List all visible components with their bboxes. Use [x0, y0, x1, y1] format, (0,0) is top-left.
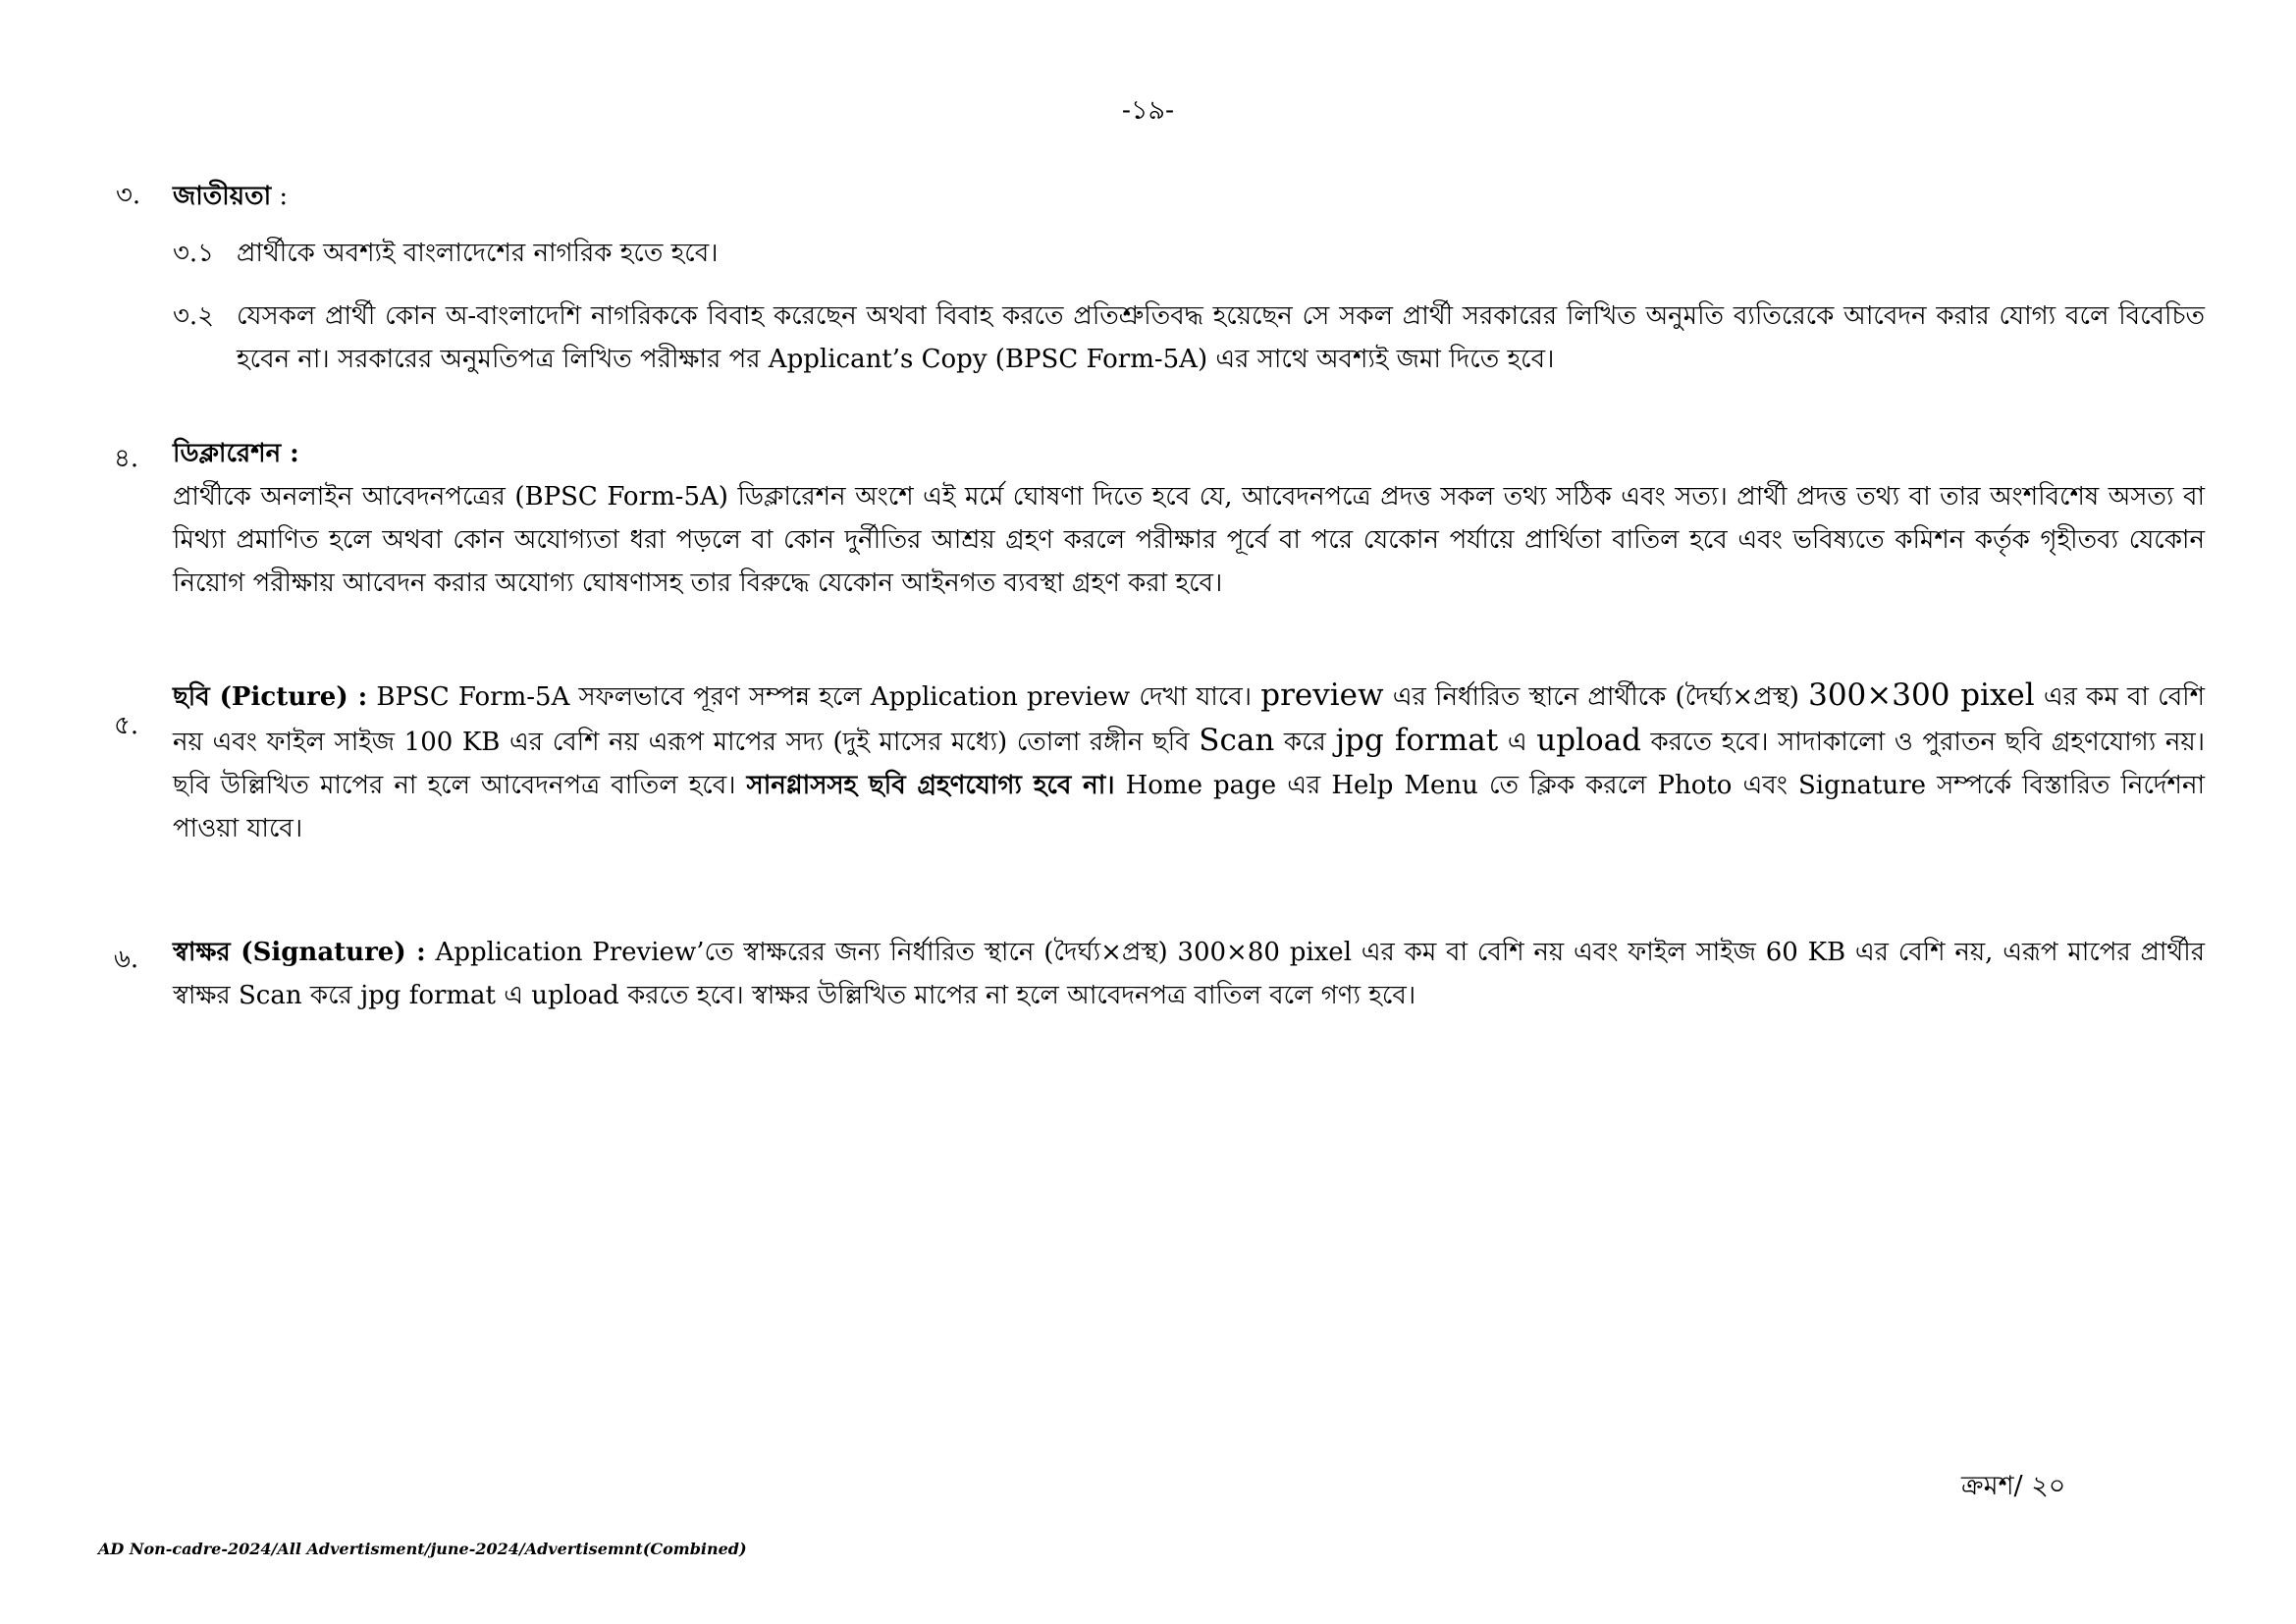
- continued-note: ক্রমশ/ ২০: [1961, 1471, 2066, 1501]
- section-3-title-suffix: :: [271, 182, 289, 211]
- section-6-text-1: Application Preview’তে স্বাক্ষরের জন্য নির্ধারিত স্থানে (দৈর্ঘ্য×প্রস্থ) 300×80 pixel এর কম বা বেশি নয় এবং ফাইল সাইজ 60 KB এর বেশি নয়, এরূপ মাপের প্রার্থীর স্বাক্ষর Scan করে jpg format এ upload করতে হবে। স্বাক্ষর উল্লিখিত মাপের না হলে আবেদনপত্র বাতিল বলে গণ্য হবে।: [173, 938, 2205, 1010]
- section-3-1-number: ৩.১: [173, 239, 215, 268]
- section-3-1-text: প্রার্থীকে অবশ্যই বাংলাদেশের নাগরিক হতে হবে।: [237, 239, 719, 268]
- section-5-text-upload: upload: [1536, 723, 1641, 758]
- section-4-title: ডিক্লারেশন :: [173, 439, 299, 468]
- section-3-number: ৩.: [116, 181, 141, 210]
- section-5-text-bold: সানগ্লাসসহ ছবি গ্রহণযোগ্য হবে না।: [746, 771, 1115, 800]
- section-3-2: [173, 295, 2205, 381]
- section-5-text-preview: preview: [1260, 677, 1384, 713]
- section-5-text-5: এ: [1498, 728, 1537, 757]
- section-5-text-2: এর নির্ধারিত স্থানে প্রার্থীকে (দৈর্ঘ্য×প্রস্থ): [1383, 682, 1809, 712]
- section-5-text-size: 300×300 pixel: [1808, 677, 2035, 713]
- section-3-1: [173, 232, 2205, 275]
- section-5-text-1: BPSC Form-5A সফলভাবে পূরণ সম্পন্ন হলে Application preview দেখা যাবে।: [367, 682, 1261, 712]
- section-5-number: ৫.: [114, 711, 139, 740]
- section-3-2-text: যেসকল প্রার্থী কোন অ-বাংলাদেশি নাগরিককে বিবাহ করেছেন অথবা বিবাহ করতে প্রতিশ্রুতিবদ্ধ হয়েছেন সে সকল প্রার্থী সরকারের লিখিত অনুমতি ব্যতিরেকে আবেদন করার যোগ্য বলে বিবেচিত হবেন না। সরকারের অনুমতিপত্র লিখিত পরীক্ষার পর Applicant’s Copy (BPSC Form-5A) এর সাথে অবশ্যই জমা দিতে হবে।: [237, 301, 2205, 374]
- page-number: -১৯-: [1121, 95, 1175, 126]
- section-5-body: [173, 674, 2205, 850]
- section-5-text-3: এর কম বা বেশি নয় এবং ফাইল সাইজ 100 KB এর বেশি নয় এরূপ মাপের সদ্য (দুই মাসের মধ্যে) তোলা রঙ্গীন ছবি: [173, 682, 2205, 757]
- section-6-body: [173, 931, 2205, 1017]
- section-5-title: ছবি (Picture) :: [173, 682, 368, 712]
- footer-path: AD Non-cadre-2024/All Advertisment/june-2024/Advertisemnt(Combined): [98, 1540, 747, 1558]
- section-4-body: প্রার্থীকে অনলাইন আবেদনপত্রের (BPSC Form-5A) ডিক্লারেশন অংশে এই মর্মে ঘোষণা দিতে হবে যে, আবেদনপত্রে প্রদত্ত সকল তথ্য সঠিক এবং সত্য। প্রার্থী প্রদত্ত তথ্য বা তার অংশবিশেষ অসত্য বা মিথ্যা প্রমাণিত হলে অথবা কোন অযোগ্যতা ধরা পড়লে বা কোন দুর্নীতির আশ্রয় গ্রহণ করলে পরীক্ষার পূর্বে বা পরে যেকোন পর্যায়ে প্রার্থিতা বাতিল হবে এবং ভবিষ্যতে কমিশন কর্তৃক গৃহীতব্য যেকোন নিয়োগ পরীক্ষায় আবেদন করার অযোগ্য ঘোষণাসহ তার বিরুদ্ধে যেকোন আইনগত ব্যবস্থা গ্রহণ করা হবে।: [173, 482, 2205, 598]
- section-5-text-jpg: jpg format: [1335, 723, 1499, 758]
- section-4-heading: [173, 432, 2205, 475]
- section-5-text-scan: Scan: [1199, 723, 1275, 758]
- section-3-title: জাতীয়তা: [173, 182, 272, 211]
- section-5-text-6: করতে হবে। সাদাকালো ও পুরাতন ছবি গ্রহণযোগ্য নয়। ছবি উল্লিখিত মাপের না হলে আবেদনপত্র বাতিল হবে।: [173, 728, 2205, 800]
- section-5-text-4: করে: [1274, 728, 1336, 757]
- section-3-2-number: ৩.২: [173, 301, 215, 331]
- section-6-title: স্বাক্ষর (Signature) :: [173, 938, 426, 967]
- section-6-number: ৬.: [114, 945, 139, 974]
- section-4-number: ৪.: [114, 444, 139, 473]
- section-3-heading: [173, 175, 2205, 218]
- section-5-text-7: Home page এর Help Menu তে ক্লিক করলে Photo এবং Signature সম্পর্কে বিস্তারিত নির্দেশনা পাওয়া যাবে।: [173, 771, 2205, 843]
